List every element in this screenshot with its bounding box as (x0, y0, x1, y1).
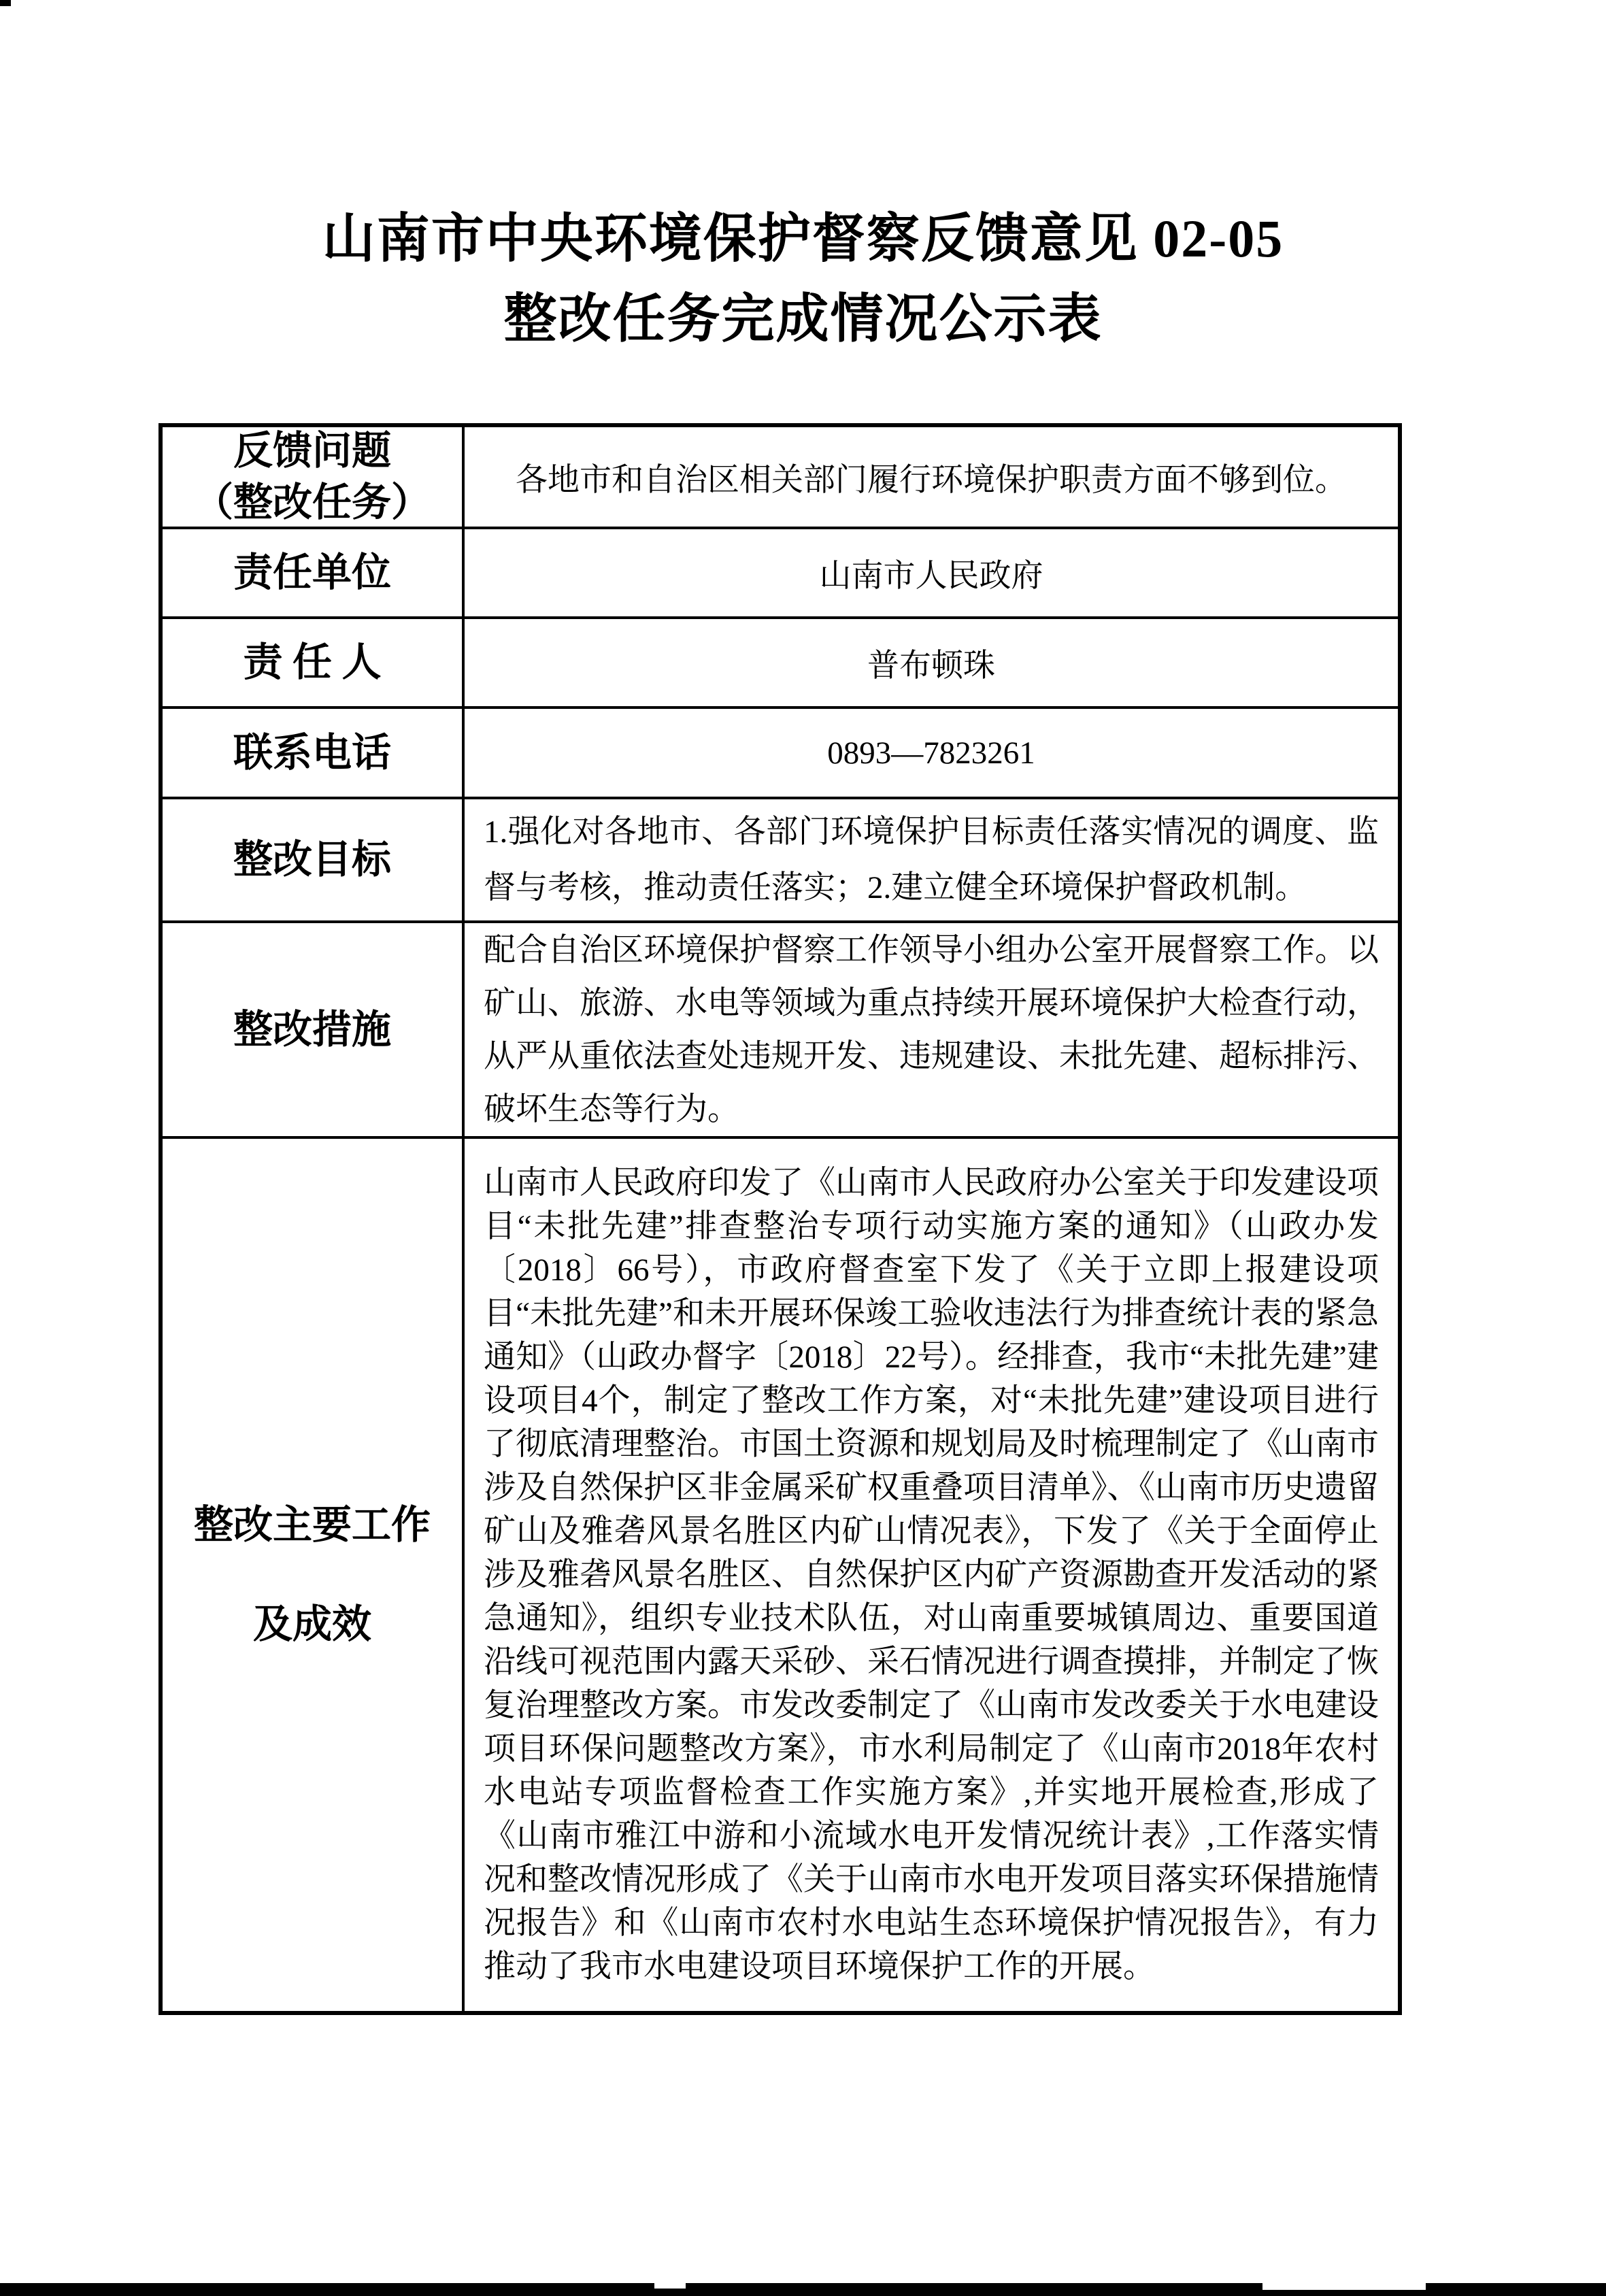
page-title-line1: 山南市中央环境保护督察反馈意见 02-05 (322, 209, 1284, 268)
row-label-rectification-target-text: 整改目标 (233, 837, 391, 882)
main-work-results-text: 山南市人民政府印发了《山南市人民政府办公室关于印发建设项目“未批先建”排查整治专项行动实施方案的通知》（山政办发〔2018〕66号），市政府督查室下发了《关于立即上报建设项目“未批先建”和未开展环保竣工验收违法行为排查统计表的紧急通知》（山政办督字〔2018〕22号）。经排查，我市“未批先建”建设项目4个，制定了整改工作方案，对“未批先建”建设项目进行了彻底清理整治。市国土资源和规划局及时梳理制定了《山南市涉及自然保护区非金属采矿权重叠项目清单》、《山南市历史遗留矿山及雅砻风景名胜区内矿山情况表》，下发了《关于全面停止涉及雅砻风景名胜区、自然保护区内矿产资源勘查开发活动的紧急通知》，组织专业技术队伍，对山南重要城镇周边、重要国道沿线可视范围内露天采砂、采石情况进行调查摸排，并制定了恢复治理整改方案。市发改委制定了《山南市发改委关于水电建设项目环保问题整改方案》，市水利局制定了《山南市2018年农村水电站专项监督检查工作实施方案》,并实地开展检查,形成了《山南市雅江中游和小流域水电开发情况统计表》,工作落实情况和整改情况形成了《关于山南市水电开发项目落实环保措施情况报告》和《山南市农村水电站生态环境保护情况报告》，有力推动了我市水电建设项目环境保护工作的开展。 (484, 1165, 1379, 1984)
row-label-main-work-results-line1: 整改主要工作 (193, 1503, 431, 1547)
rectification-status-table (158, 423, 1402, 2015)
rectification-measures-text: 配合自治区环境保护督察工作领导小组办公室开展督察工作。以矿山、旅游、水电等领域为重点持续开展环境保护大检查行动，从严从重依法查处违规开发、违规建设、未批先建、超标排污、破坏生态等行为。 (484, 932, 1379, 1127)
row-value-rectification-measures (465, 923, 1398, 1139)
scan-artifact-bottom-band (0, 2283, 1606, 2296)
row-value-rectification-target (465, 799, 1398, 923)
row-label-responsible-person (163, 619, 465, 709)
row-label-main-work-results (163, 1139, 465, 2011)
row-label-contact-phone (163, 709, 465, 799)
page-title (0, 199, 1606, 359)
row-label-contact-phone-text: 联系电话 (233, 730, 391, 775)
contact-phone-number: 0893—7823261 (827, 735, 1035, 771)
row-label-main-work-results-line2: 及成效 (252, 1602, 371, 1646)
row-value-contact-phone (465, 709, 1398, 799)
scan-artifact-top-left (0, 0, 11, 6)
row-value-responsible-person (465, 619, 1398, 709)
row-label-feedback-problem-line2: （整改任务） (193, 480, 431, 525)
row-value-main-work-results (465, 1139, 1398, 2011)
responsible-person-text: 普布顿珠 (867, 648, 995, 684)
feedback-problem-text: 各地市和自治区相关部门履行环境保护职责方面不够到位。 (516, 462, 1347, 498)
row-label-rectification-measures (163, 923, 465, 1139)
row-label-rectification-target (163, 799, 465, 923)
row-label-rectification-measures-text: 整改措施 (233, 1007, 391, 1052)
responsible-unit-text: 山南市人民政府 (819, 558, 1043, 594)
page-title-line2: 整改任务完成情况公示表 (503, 289, 1103, 348)
rectification-target-text: 1.强化对各地市、各部门环境保护目标责任落实情况的调度、监督与考核，推动责任落实；2.建立健全环境保护督政机制。 (484, 814, 1379, 905)
scan-artifact-bottom-band-gap (1262, 2283, 1426, 2290)
row-label-responsible-person-text: 责 任 人 (243, 640, 382, 684)
row-value-responsible-unit (465, 529, 1398, 619)
row-label-responsible-unit (163, 529, 465, 619)
scan-artifact-bottom-band-gap (654, 2283, 686, 2289)
row-value-feedback-problem (465, 427, 1398, 529)
row-label-feedback-problem (163, 427, 465, 529)
row-label-responsible-unit-text: 责任单位 (233, 550, 391, 595)
row-label-feedback-problem-line1: 反馈问题 (233, 429, 391, 473)
